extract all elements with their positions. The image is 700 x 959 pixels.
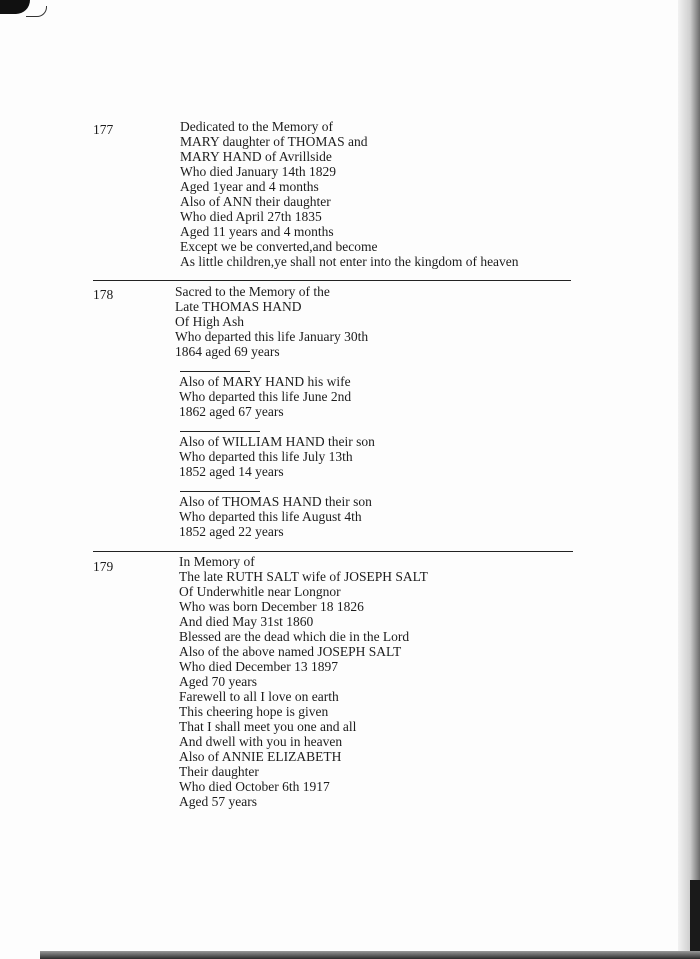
inscription-line: Also of WILLIAM HAND their son	[179, 434, 375, 449]
inscription-line: Who died December 13 1897	[179, 659, 338, 674]
inscription-line: The late RUTH SALT wife of JOSEPH SALT	[179, 569, 428, 584]
inscription-line: 1864 aged 69 years	[175, 344, 280, 359]
inscription-line: As little children,ye shall not enter into the kingdom of heaven	[180, 254, 519, 269]
inscription-line: 1852 aged 14 years	[179, 464, 284, 479]
inscription-line: In Memory of	[179, 554, 255, 569]
sub-divider	[180, 371, 250, 372]
inscription-line: Sacred to the Memory of the	[175, 284, 330, 299]
scan-right-edge	[678, 0, 700, 959]
inscription-line: Late THOMAS HAND	[175, 299, 302, 314]
scan-right-shadow	[690, 880, 700, 959]
inscription-line: Who departed this life January 30th	[175, 329, 369, 344]
entry-number: 177	[93, 122, 114, 137]
inscription-line: Aged 57 years	[179, 794, 257, 809]
entry-number: 178	[93, 287, 114, 302]
scan-bottom-edge	[40, 951, 700, 959]
inscription-line: Who died January 14th 1829	[180, 164, 336, 179]
inscription-line: Also of ANN their daughter	[180, 194, 331, 209]
inscription-line: Except we be converted,and become	[180, 239, 378, 254]
inscription-line: 1852 aged 22 years	[179, 524, 284, 539]
inscription-line: And dwell with you in heaven	[179, 734, 343, 749]
entry-sub-inscription	[179, 374, 351, 419]
inscription-line: Who departed this life August 4th	[179, 509, 362, 524]
inscription-line: And died May 31st 1860	[179, 614, 314, 629]
inscription-line: Also of MARY HAND his wife	[179, 374, 351, 389]
inscription-line: Also of ANNIE ELIZABETH	[179, 749, 342, 764]
inscription-line: Who died April 27th 1835	[180, 209, 322, 224]
entry-sub-inscription	[179, 494, 372, 539]
inscription-line: Dedicated to the Memory of	[180, 119, 333, 134]
inscription-line: Also of THOMAS HAND their son	[179, 494, 372, 509]
inscription-line: Farewell to all I love on earth	[179, 689, 339, 704]
inscription-line: Of Underwhitle near Longnor	[179, 584, 341, 599]
inscription-line: Who was born December 18 1826	[179, 599, 364, 614]
entry-divider	[93, 551, 573, 552]
inscription-line: That I shall meet you one and all	[179, 719, 357, 734]
inscription-line: Aged 70 years	[179, 674, 257, 689]
inscription-line: 1862 aged 67 years	[179, 404, 284, 419]
inscription-line: Of High Ash	[175, 314, 245, 329]
entry-divider	[93, 280, 571, 281]
inscription-line: Who died October 6th 1917	[179, 779, 330, 794]
inscription-line: MARY HAND of Avrillside	[180, 149, 332, 164]
inscription-line: Aged 1year and 4 months	[180, 179, 319, 194]
inscription-line: Who departed this life July 13th	[179, 449, 353, 464]
inscription-line: Aged 11 years and 4 months	[180, 224, 334, 239]
inscription-line: MARY daughter of THOMAS and	[180, 134, 368, 149]
sub-divider	[180, 491, 260, 492]
entry-inscription	[175, 284, 368, 359]
inscription-line: Their daughter	[179, 764, 259, 779]
inscription-line: Blessed are the dead which die in the Lord	[179, 629, 410, 644]
entry-inscription	[179, 554, 428, 809]
sub-divider	[180, 431, 260, 432]
inscription-line: Who departed this life June 2nd	[179, 389, 352, 404]
scan-corner-curl	[26, 6, 47, 17]
entry-sub-inscription	[179, 434, 375, 479]
inscription-line: Also of the above named JOSEPH SALT	[179, 644, 402, 659]
inscription-line: This cheering hope is given	[179, 704, 329, 719]
entry-number: 179	[93, 559, 114, 574]
entry-inscription	[180, 119, 519, 269]
